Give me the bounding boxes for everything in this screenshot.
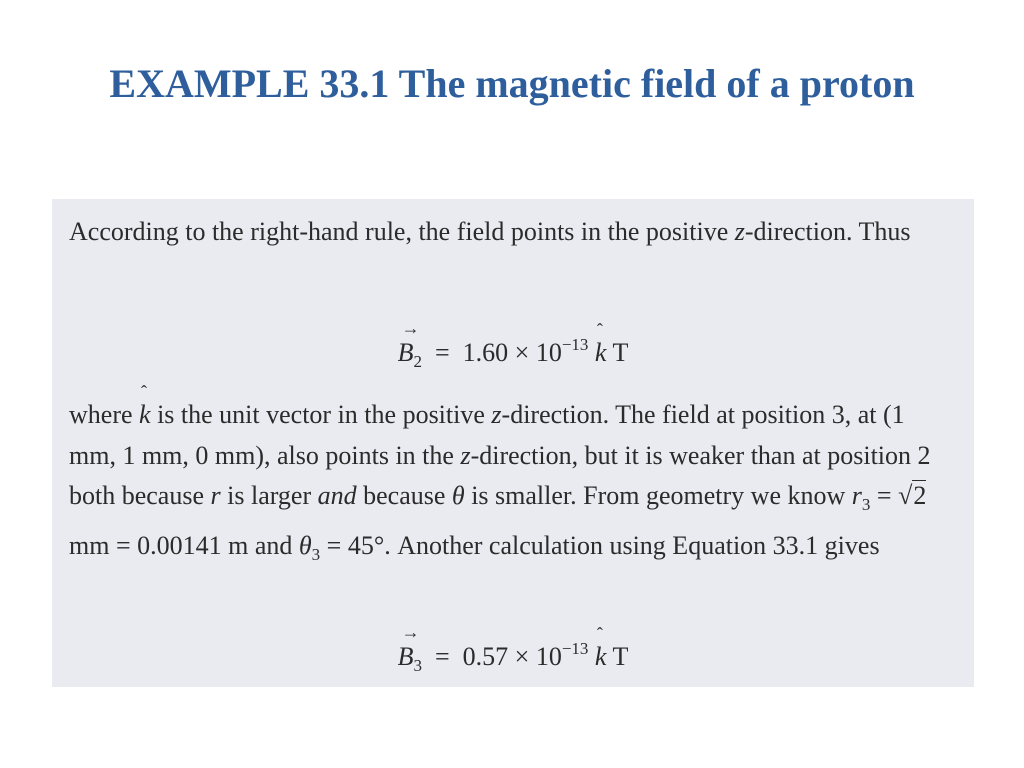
paragraph-explanation: where ˆ k is the unit vector in the positive z-direction. The field at position 3, at (1 mm, 1 mm, 0 mm), also points in the z-direction, but it is weaker than at position 2 both because r is larger and because θ is smaller. From geometry we know $r_3 = √2$ mm = 0.00141 m and $\theta_3 = 45^\circ$. Another calculation using Equation 33.1 gives (69, 382, 931, 564)
subscript: 3 (861, 495, 871, 514)
text: -direction. Thus (744, 217, 911, 246)
z-variable: z (491, 400, 502, 429)
unit: T (612, 642, 629, 671)
paragraph-intro (69, 212, 953, 253)
sqrt-icon: √ (898, 481, 913, 510)
times-sign: × (514, 642, 530, 671)
hat-icon: ˆ (596, 320, 603, 340)
slide-title: EXAMPLE 33.1 The magnetic field of a proton (109, 61, 915, 106)
equals-sign: = (434, 642, 450, 671)
equation-b3 (52, 622, 974, 686)
z-variable: z (460, 440, 471, 470)
coefficient: 1.60 (462, 338, 509, 367)
hat-icon: ˆ (596, 624, 603, 644)
text: According to the right-hand rule, the field points in the positive (69, 217, 735, 246)
base: 10 (535, 642, 562, 671)
r3-variable: r (851, 481, 862, 510)
exponent: −13 (561, 335, 589, 354)
coefficient: 0.57 (462, 642, 509, 671)
exponent: −13 (561, 639, 589, 658)
vector-b: → B (397, 318, 420, 367)
hat-icon: ˆ (141, 382, 148, 402)
z-variable: z (734, 217, 745, 246)
radicand: 2 (913, 481, 927, 510)
subscript: 3 (413, 656, 422, 675)
unit-vector-k: ˆ k (139, 382, 151, 429)
times-sign: × (514, 338, 530, 367)
textbook-excerpt (52, 199, 974, 687)
vector-b: → B (397, 622, 420, 671)
unit-vector-k: ˆ k (594, 320, 607, 367)
unit-vector-k: ˆ k (594, 624, 607, 671)
theta-variable: θ (451, 481, 465, 510)
subscript: 3 (311, 544, 321, 564)
theta3-variable: θ (298, 530, 312, 560)
vector-arrow-icon: → (401, 622, 420, 642)
equation-b2 (52, 318, 974, 382)
vector-arrow-icon: → (401, 318, 420, 338)
r-variable: r (210, 481, 221, 510)
base: 10 (535, 338, 562, 367)
equals-sign: = (434, 338, 450, 367)
unit: T (612, 338, 629, 367)
emphasis: and (317, 481, 357, 510)
subscript: 2 (413, 352, 422, 371)
